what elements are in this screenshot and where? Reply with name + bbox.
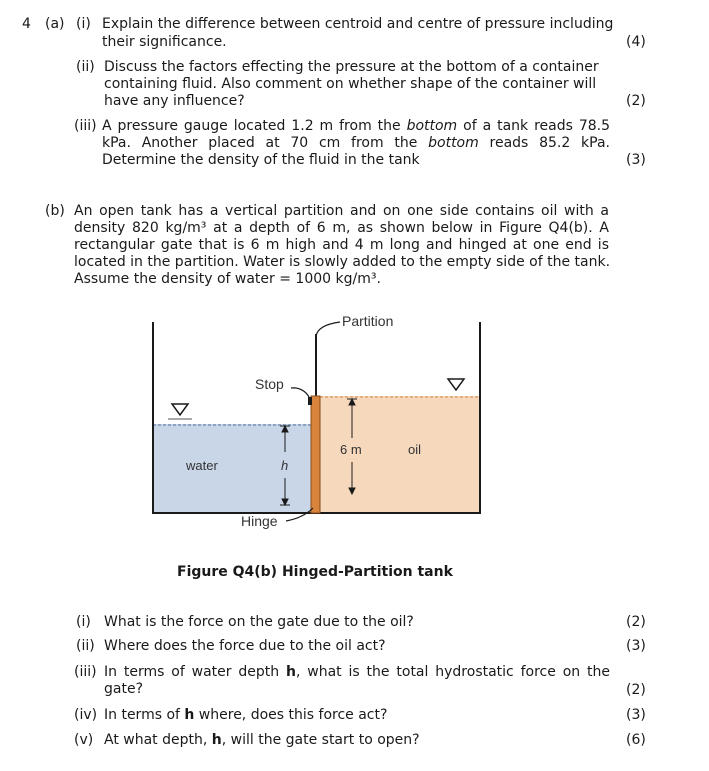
b-v-marks: (6) bbox=[626, 732, 646, 748]
a-ii-line-1: Discuss the factors effecting the pressure at the bottom of a container bbox=[104, 59, 599, 75]
figure-caption: Figure Q4(b) Hinged-Partition tank bbox=[177, 564, 453, 580]
h-label: h bbox=[281, 458, 289, 473]
b-iii-label: (iii) bbox=[74, 664, 97, 680]
water-surface-triangle bbox=[172, 404, 188, 415]
b-iii-text: In terms of water depth h, what is the total hydrostatic force on the bbox=[104, 664, 611, 680]
a-ii-label: (ii) bbox=[76, 59, 95, 75]
partition-leader bbox=[316, 322, 340, 336]
b-line-3: rectangular gate that is 6 m high and 4 m long and hinged at one end is bbox=[74, 237, 609, 253]
question-number: 4 bbox=[22, 16, 31, 32]
part-b-label: (b) bbox=[45, 203, 65, 219]
a-ii-marks: (2) bbox=[626, 93, 646, 109]
part-a-label: (a) bbox=[45, 16, 65, 32]
b-i-label: (i) bbox=[76, 614, 91, 630]
a-iii-line-1: A pressure gauge located 1.2 m from the bottom of a tank reads 78.5 bbox=[102, 118, 610, 134]
a-iii-line-2: kPa. Another placed at 70 cm from the bottom reads 85.2 kPa. bbox=[102, 135, 610, 151]
oil-surface-triangle bbox=[448, 379, 464, 390]
a-iii-line-3: Determine the density of the fluid in the tank bbox=[102, 152, 420, 168]
six-m-label: 6 m bbox=[340, 442, 362, 457]
b-iv-text: In terms of h where, does this force act? bbox=[104, 707, 388, 723]
b-i-marks: (2) bbox=[626, 614, 646, 630]
b-ii-text: Where does the force due to the oil act? bbox=[104, 638, 386, 654]
gate bbox=[311, 396, 320, 513]
a-ii-line-2: containing fluid. Also comment on whether shape of the container will bbox=[104, 76, 597, 92]
b-iii-marks: (2) bbox=[626, 682, 646, 698]
a-i-marks: (4) bbox=[626, 34, 646, 50]
a-i-line-2: their significance. bbox=[102, 34, 227, 50]
a-i-line-1: Explain the difference between centroid and centre of pressure including bbox=[102, 16, 614, 32]
b-v-text: At what depth, h, will the gate start to open? bbox=[104, 732, 420, 748]
b-iv-label: (iv) bbox=[74, 707, 98, 723]
b-line-4: located in the partition. Water is slowly added to the empty side of the tank. bbox=[74, 254, 611, 270]
a-iii-marks: (3) bbox=[626, 152, 646, 168]
stop-label: Stop bbox=[255, 376, 284, 392]
a-ii-line-3: have any influence? bbox=[104, 93, 245, 109]
b-i-text: What is the force on the gate due to the oil? bbox=[104, 614, 414, 630]
water-label: water bbox=[186, 458, 218, 473]
b-ii-label: (ii) bbox=[76, 638, 95, 654]
stop-block bbox=[308, 397, 312, 405]
b-iv-marks: (3) bbox=[626, 707, 646, 723]
b-v-label: (v) bbox=[74, 732, 94, 748]
b-line-1: An open tank has a vertical partition and on one side contains oil with a bbox=[74, 203, 609, 219]
stop-leader bbox=[291, 388, 309, 397]
b-line-2: density 820 kg/m³ at a depth of 6 m, as shown below in Figure Q4(b). A bbox=[74, 220, 609, 236]
hinge-label: Hinge bbox=[241, 513, 278, 529]
water-region bbox=[153, 424, 314, 513]
b-line-5: Assume the density of water = 1000 kg/m³. bbox=[74, 271, 381, 287]
a-iii-label: (iii) bbox=[74, 118, 97, 134]
a-i-label: (i) bbox=[76, 16, 91, 32]
b-iii-text-2: gate? bbox=[104, 681, 143, 697]
oil-label: oil bbox=[408, 442, 422, 457]
partition-label: Partition bbox=[342, 313, 394, 329]
b-ii-marks: (3) bbox=[626, 638, 646, 654]
